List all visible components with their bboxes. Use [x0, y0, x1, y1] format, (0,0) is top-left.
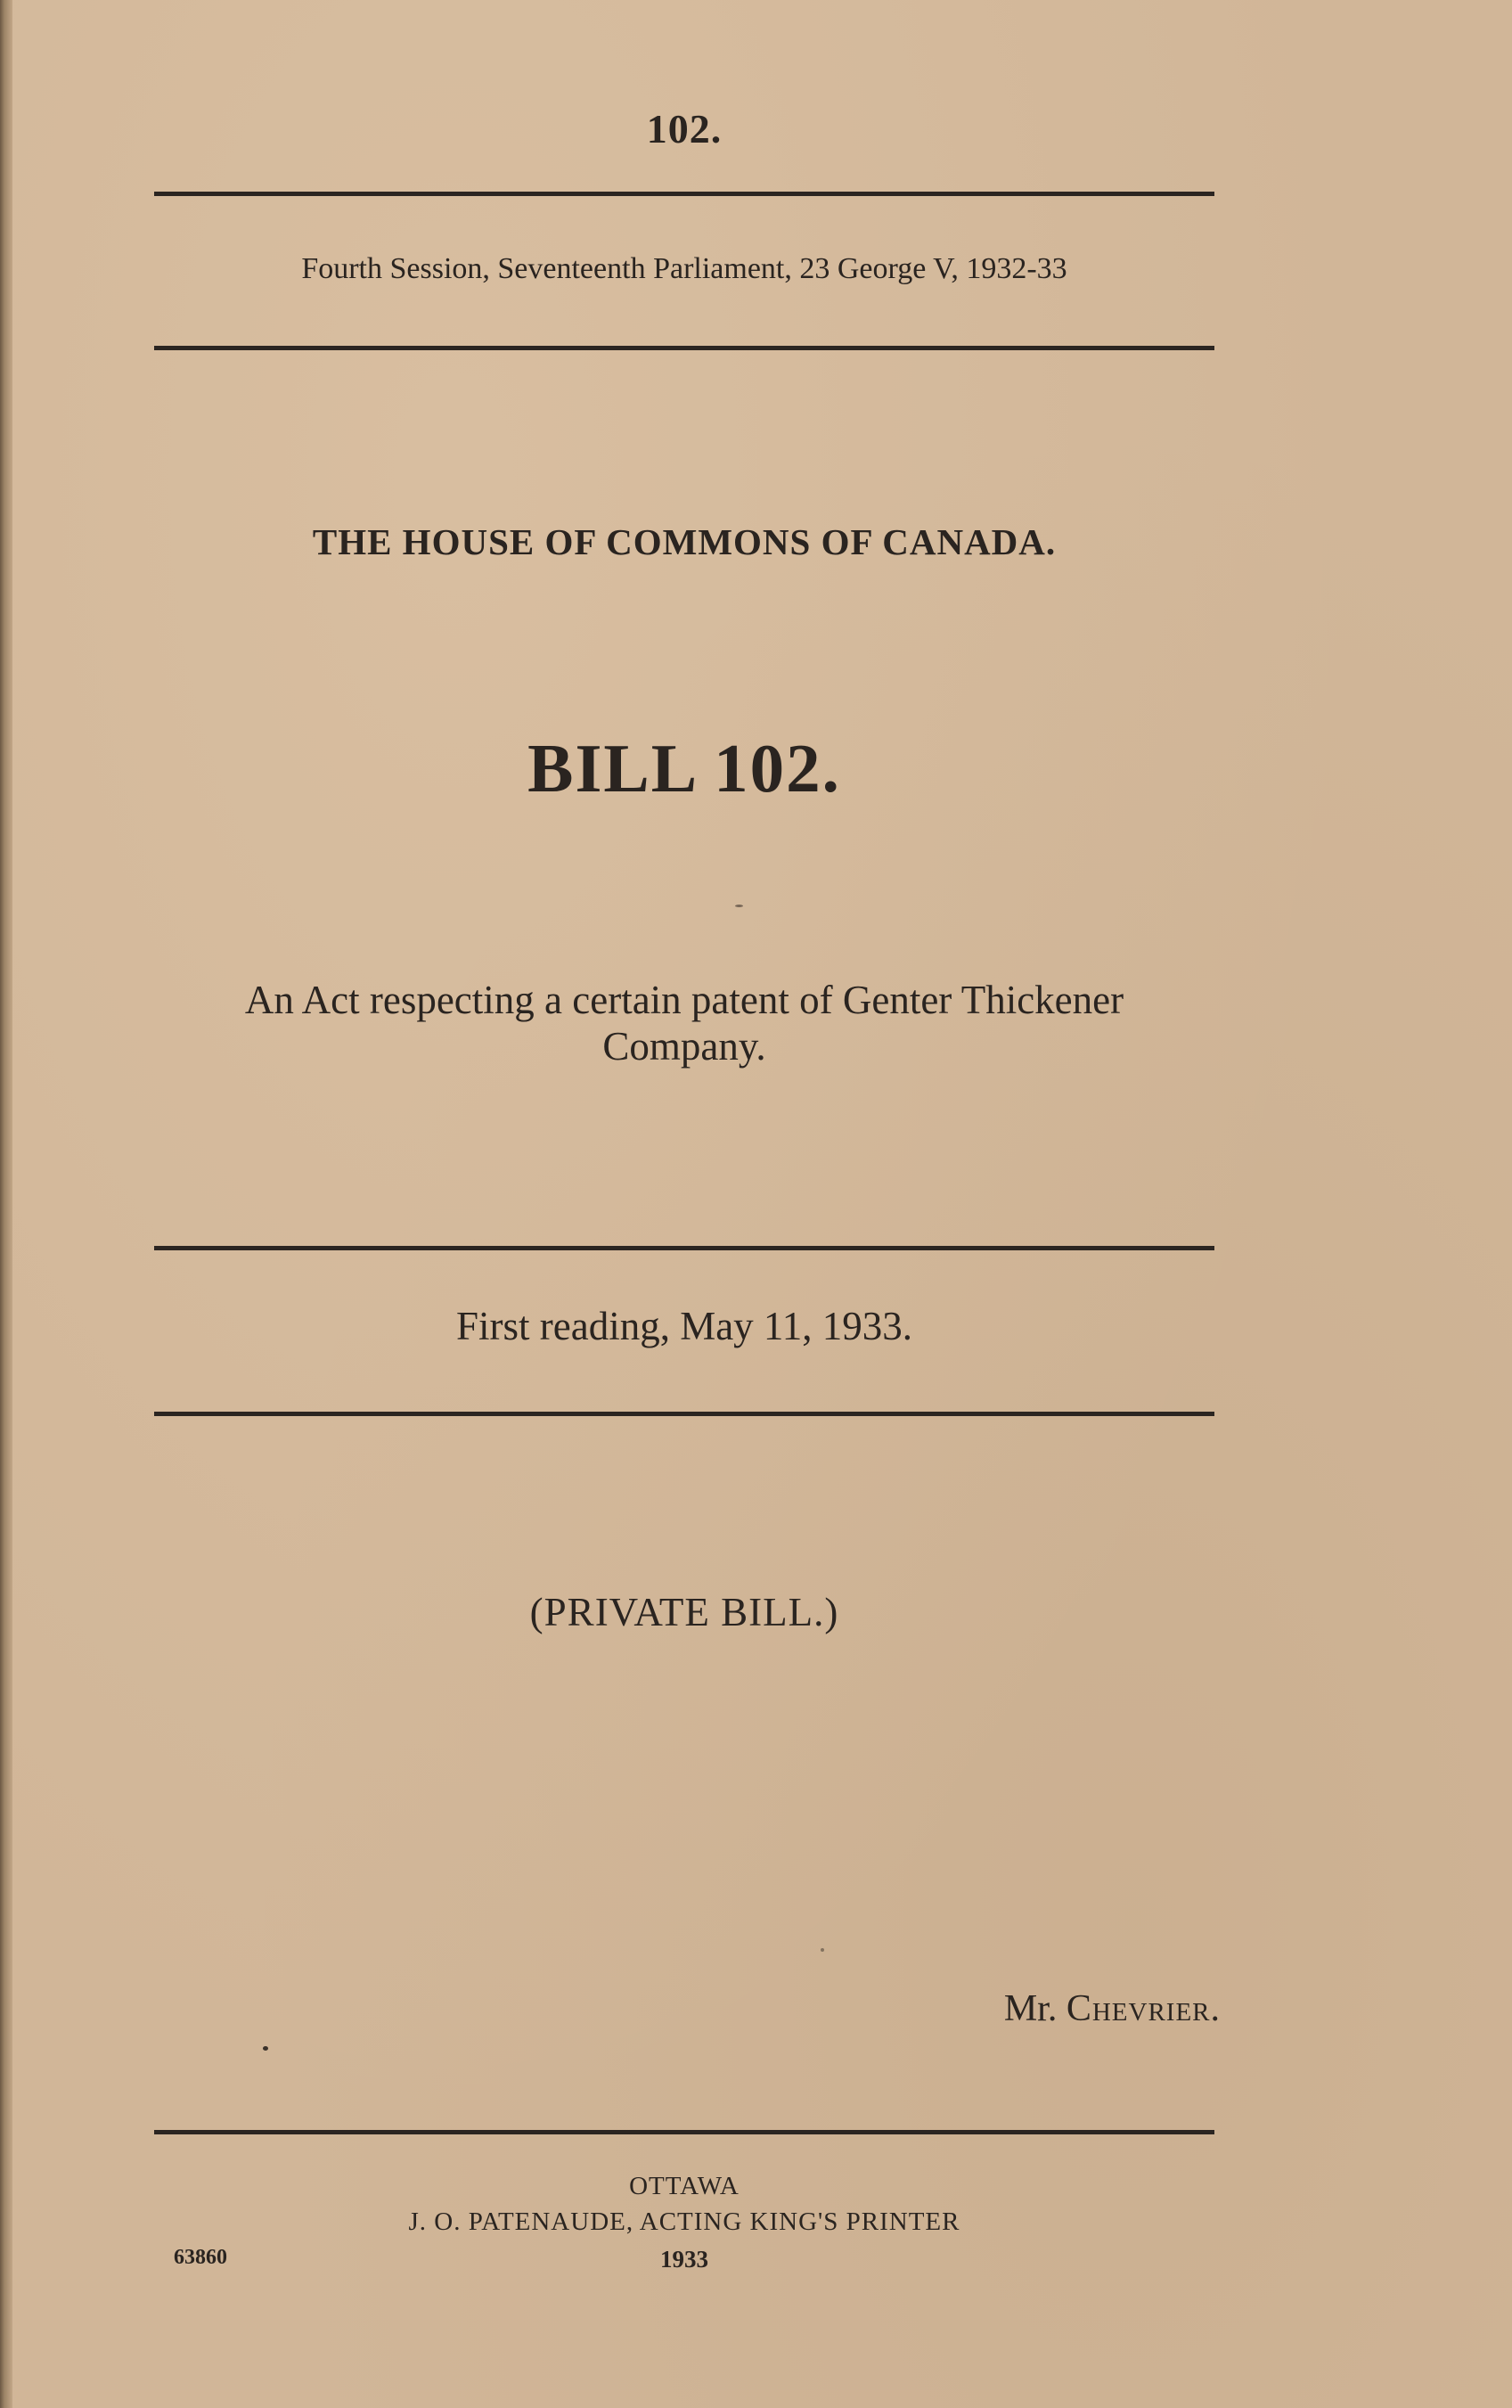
house-heading: THE HOUSE OF COMMONS OF CANADA. [312, 521, 1057, 562]
reading-rule [154, 1412, 1214, 1416]
binding-edge [0, 0, 12, 2408]
imprint-rule [154, 2130, 1214, 2134]
imprint-city: OTTAWA [629, 2172, 740, 2200]
first-reading: First reading, May 11, 1933. [455, 1304, 913, 1348]
print-code: 63860 [174, 2246, 227, 2269]
act-title: An Act respecting a certain patent of Genter Thickener Company. [244, 978, 1124, 1069]
session-line: Fourth Session, Seventeenth Parliament, 23 George V, 1932-33 [301, 252, 1067, 285]
page-number: 102. [646, 106, 723, 152]
session-rule [154, 346, 1214, 350]
paper-speck [821, 1948, 824, 1952]
sponsor-name: Chevrier. [1066, 1988, 1221, 2029]
bill-title: BILL 102. [527, 730, 841, 807]
sponsor-prefix: Mr. [1003, 1988, 1058, 2029]
sponsor [846, 1987, 1221, 2030]
imprint-year: 1933 [660, 2246, 708, 2273]
imprint-printer: J. O. PATENAUDE, ACTING KING'S PRINTER [408, 2207, 960, 2236]
paper-speck [263, 2046, 268, 2051]
top-rule [154, 192, 1214, 196]
bill-type: (PRIVATE BILL.) [529, 1590, 839, 1634]
act-rule [154, 1246, 1214, 1250]
paper-speck [735, 905, 743, 907]
